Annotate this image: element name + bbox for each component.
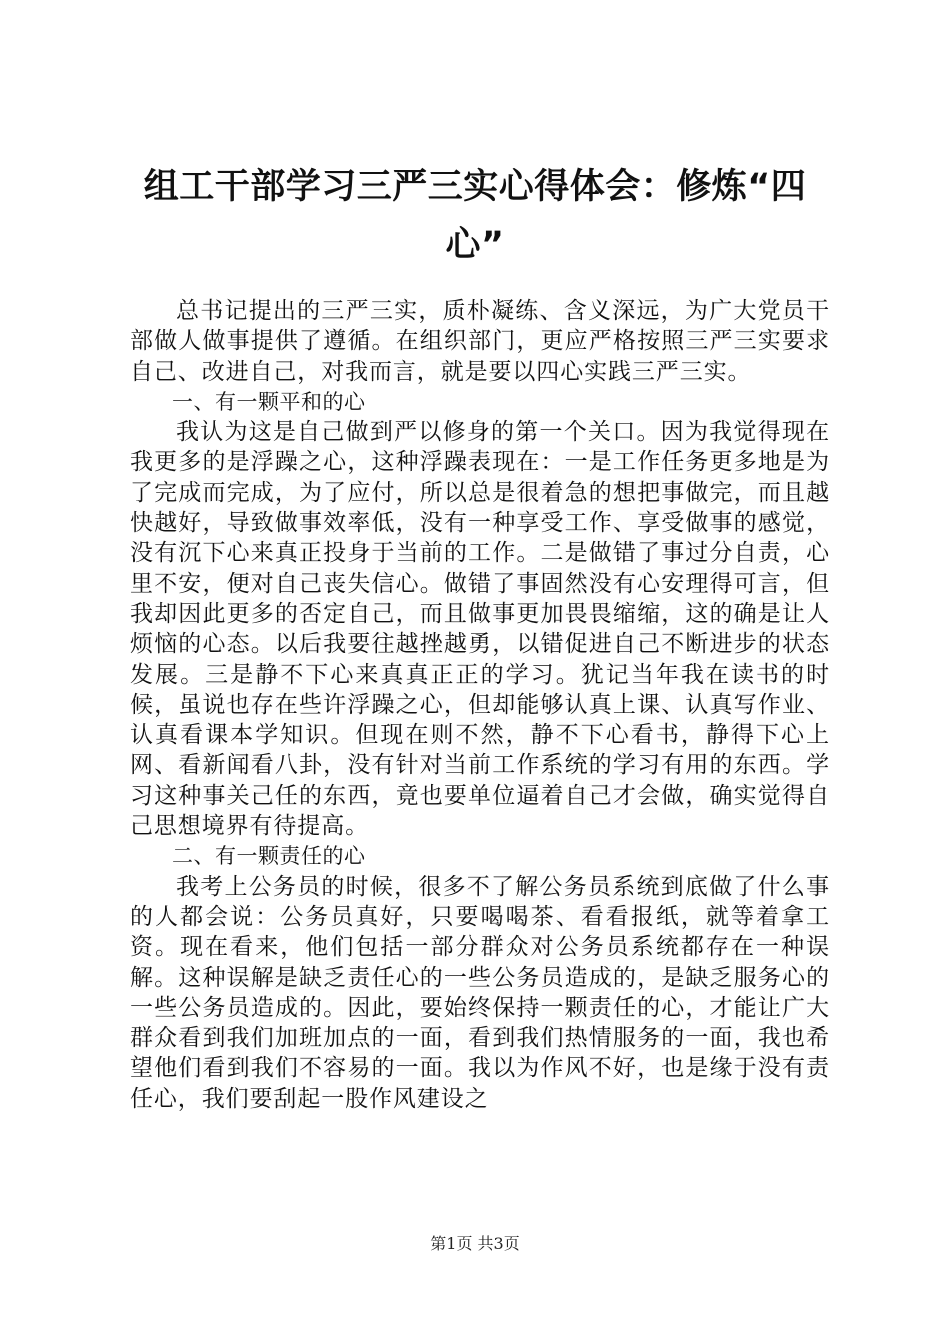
section-heading-2: 二、有一颗责任的心 — [172, 844, 366, 869]
section-2-paragraph: 我考上公务员的时候，很多不了解公务员系统到底做了什么事的人都会说：公务员真好，只要喝喝茶、看看报纸，就等着拿工资。现在看来，他们包括一部分群众对公务员系统都存在一种误解。这种误解是缺乏责任心的一些公务员造成的，是缺乏服务心的一些公务员造成的。因此，要始终保持一颗责任的心，才能让广大群众看到我们加班加点的一面，看到我们热情服务的一面，我也希望他们看到我们不容易的一面。我以为作风不好，也是缘于没有责任心，我们要刮起一股作风建设之 — [130, 873, 830, 1112]
document-title: 组工干部学习三严三实心得体会：修炼“四心” — [143, 167, 807, 265]
page-footer: 第1页 共3页 — [430, 1234, 520, 1253]
intro-paragraph: 总书记提出的三严三实，质朴凝练、含义深远，为广大党员干部做人做事提供了遵循。在组织部门，更应严格按照三严三实要求自己、改进自己，对我而言，就是要以四心实践三严三实。 — [130, 298, 830, 385]
section-heading-1: 一、有一颗平和的心 — [172, 389, 366, 414]
document-body — [130, 296, 830, 1114]
section-1-paragraph: 我认为这是自己做到严以修身的第一个关口。因为我觉得现在我更多的是浮躁之心，这种浮躁表现在：一是工作任务更多地是为了完成而完成，为了应付，所以总是很着急的想把事做完，而且越快越好，导致做事效率低，没有一种享受工作、享受做事的感觉，没有沉下心来真正投身于当前的工作。二是做错了事过分自责，心里不安，便对自己丧失信心。做错了事固然没有心安理得可言，但我却因此更多的否定自己，而且做事更加畏畏缩缩，这的确是让人烦恼的心态。以后我要往越挫越勇，以错促进自己不断进步的状态发展。三是静不下心来真真正正的学习。犹记当年我在读书的时候，虽说也存在些许浮躁之心，但却能够认真上课、认真写作业、认真看课本学知识。但现在则不然，静不下心看书，静得下心上网、看新闻看八卦，没有针对当前工作系统的学习有用的东西。学习这种事关己任的东西，竟也要单位逼着自己才会做，确实觉得自己思想境界有待提高。 — [130, 419, 830, 840]
